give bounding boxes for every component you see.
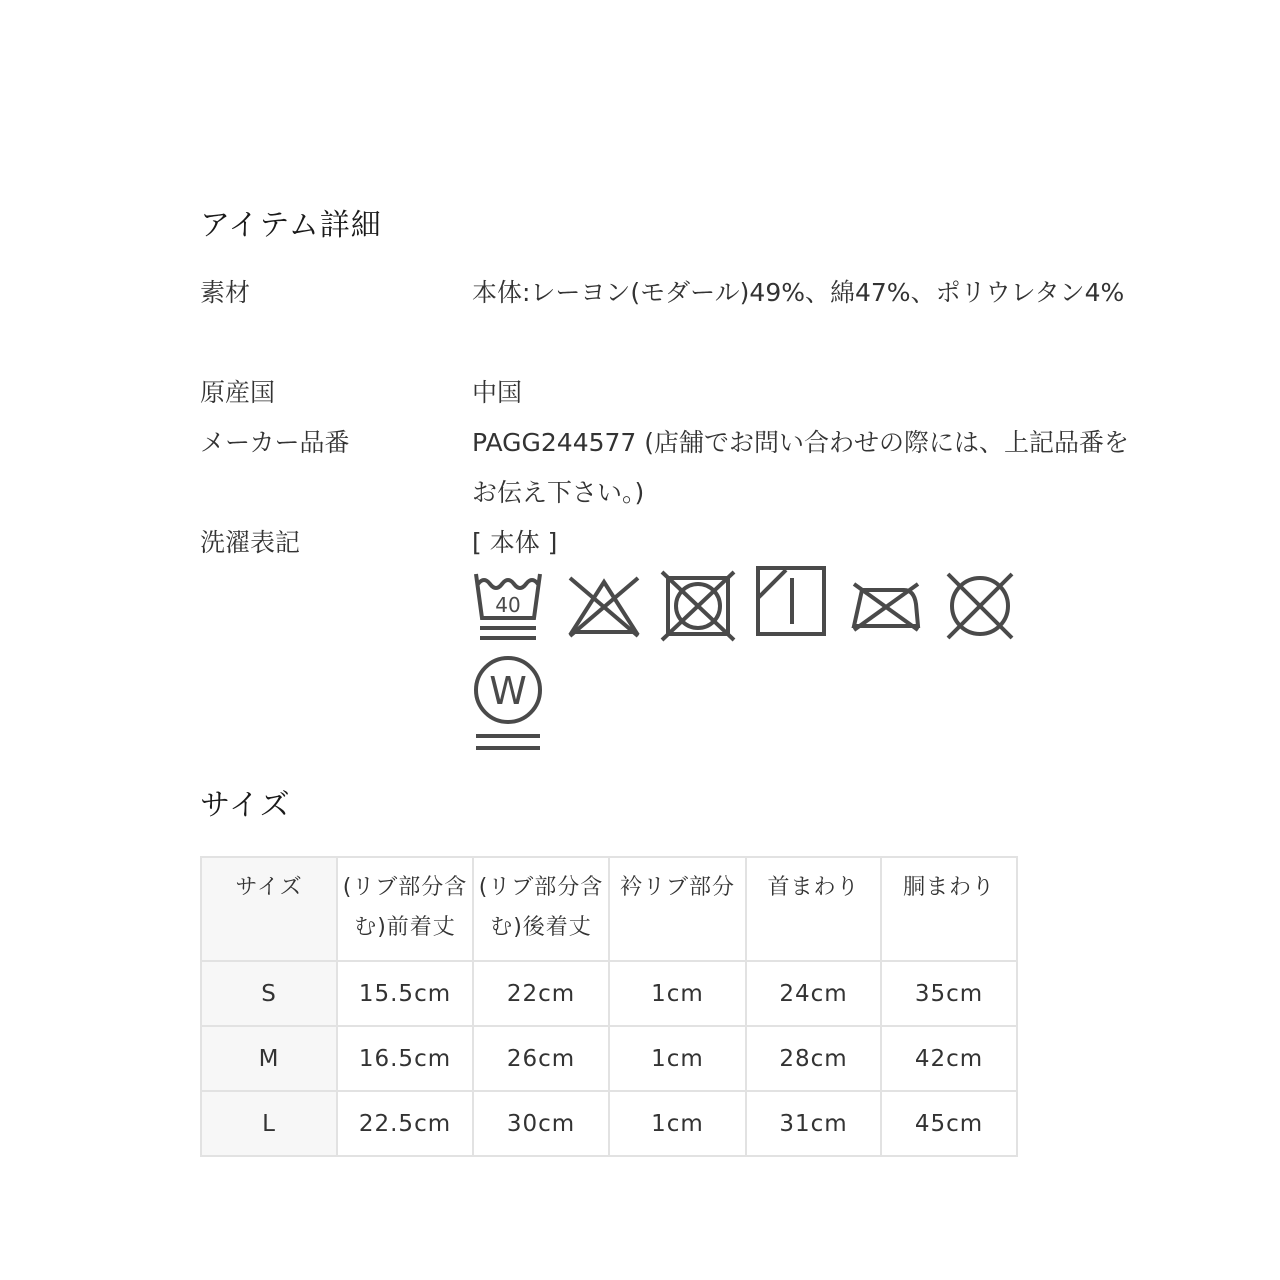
washing-part-label: [ 本体 ] [472,528,558,557]
header-neck: 首まわり [746,857,881,961]
table-cell: 1cm [609,1091,746,1156]
maker-number-value: PAGG244577 (店舗でお問い合わせの際には、上記品番をお伝え下さい。) [472,428,1130,507]
table-cell: 45cm [881,1091,1017,1156]
table-cell: 15.5cm [337,961,473,1026]
wet-clean-gentle-icon [472,654,548,754]
drip-dry-shade-icon [754,564,830,644]
no-tumble-dry-icon [660,570,736,646]
header-collar-rib: 衿リブ部分 [609,857,746,961]
no-bleach-icon [566,570,642,646]
size-table [200,856,1018,1157]
size-section-title: サイズ [200,788,291,823]
table-cell: 31cm [746,1091,881,1156]
header-front-length: (リブ部分含む)前着丈 [337,857,473,961]
origin-label: 原産国 [200,378,276,407]
table-cell: 16.5cm [337,1026,473,1091]
size-cell: S [201,961,337,1026]
table-cell: 1cm [609,961,746,1026]
item-details-title: アイテム詳細 [200,208,382,243]
header-size: サイズ [201,857,337,961]
material-value: 本体:レーヨン(モダール)49%、綿47%、ポリウレタン4% [472,278,1125,307]
header-back-length: (リブ部分含む)後着丈 [473,857,609,961]
table-cell: 28cm [746,1026,881,1091]
table-cell: 30cm [473,1091,609,1156]
wash-40-gentle-icon [472,570,548,646]
table-row [201,1026,1017,1091]
maker-number-label: メーカー品番 [200,428,350,457]
origin-value: 中国 [472,378,523,407]
table-cell: 35cm [881,961,1017,1026]
size-cell: M [201,1026,337,1091]
table-row [201,1091,1017,1156]
no-dry-clean-icon [942,570,1018,646]
size-cell: L [201,1091,337,1156]
table-cell: 42cm [881,1026,1017,1091]
header-waist: 胴まわり [881,857,1017,961]
table-cell: 24cm [746,961,881,1026]
no-iron-icon [848,570,924,646]
table-row [201,961,1017,1026]
table-cell: 1cm [609,1026,746,1091]
svg-text:W: W [489,669,527,713]
size-table-header-row [201,857,1017,961]
table-cell: 22.5cm [337,1091,473,1156]
table-cell: 22cm [473,961,609,1026]
washing-label: 洗濯表記 [200,528,301,557]
table-cell: 26cm [473,1026,609,1091]
material-label: 素材 [200,278,251,307]
svg-text:40: 40 [495,593,521,617]
